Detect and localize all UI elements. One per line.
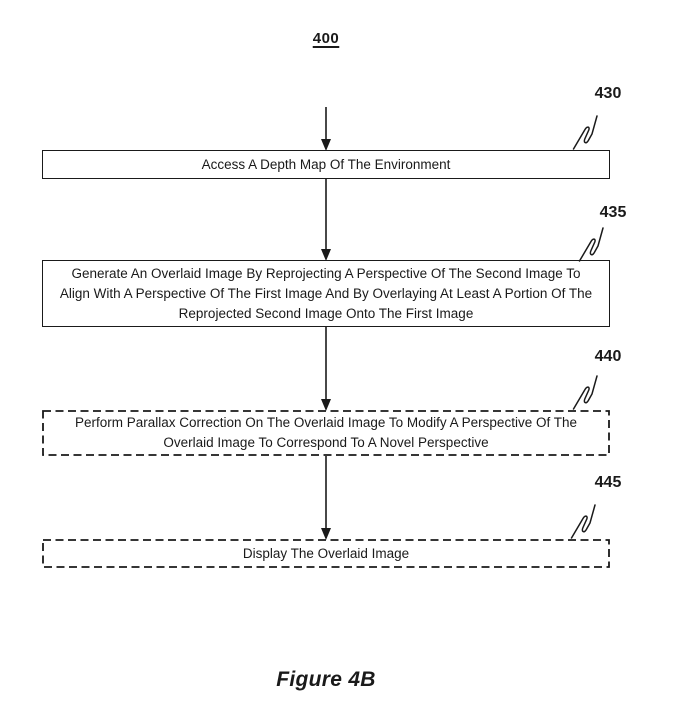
diagram-number-text: 400: [312, 30, 340, 47]
diagram-number: [42, 30, 610, 47]
flow-arrow-icon: [319, 327, 333, 411]
leader-squiggle-icon: [572, 107, 598, 150]
flowchart-step-parallax-correction: [42, 410, 610, 456]
step-label: Access A Depth Map Of The Environment: [201, 156, 451, 172]
flowchart-step-access-depth-map: [42, 150, 610, 179]
ref-numeral-440: 440: [594, 348, 622, 365]
step-label: Display The Overlaid Image: [242, 545, 410, 561]
flowchart-step-display-overlaid-image: [42, 539, 610, 568]
ref-numeral-435: 435: [599, 204, 627, 221]
leader-squiggle-icon: [570, 496, 596, 539]
leader-squiggle-icon: [572, 367, 598, 410]
flow-arrow-entry-icon: [319, 107, 333, 151]
flow-arrow-icon: [319, 456, 333, 540]
figure-caption: Figure 4B: [276, 668, 376, 691]
step-label: Perform Parallax Correction On The Overlaid Image To Modify A Perspective Of The Overlaid Image To Correspond To A Novel Perspective: [75, 415, 577, 450]
leader-squiggle-icon: [578, 219, 604, 262]
flow-arrow-icon: [319, 179, 333, 261]
ref-numeral-430: 430: [594, 85, 622, 102]
flowchart-step-generate-overlaid-image: [42, 260, 610, 327]
ref-numeral-445: 445: [594, 474, 622, 491]
step-label: Generate An Overlaid Image By Reprojecting A Perspective Of The Second Image To Align With A Perspective Of The First Image And By Overlaying At Least A Portion Of The Reprojected Second Image Onto The First Image: [59, 265, 593, 321]
